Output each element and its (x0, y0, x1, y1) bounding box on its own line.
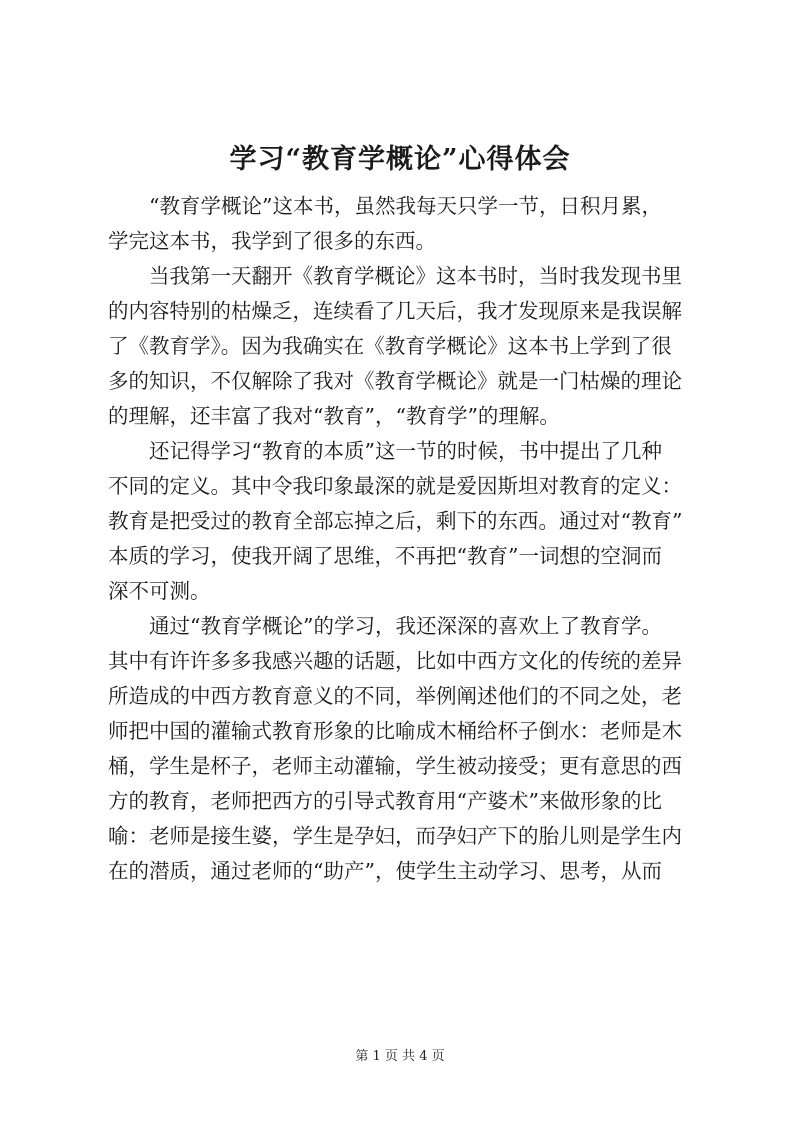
paragraph-line: 学完这本书，我学到了很多的东西。 (108, 229, 436, 253)
paragraph-line: 不同的定义。其中令我印象最深的就是爱因斯坦对教育的定义： (108, 474, 682, 498)
paragraph-2 (108, 259, 708, 434)
paragraph-1 (108, 189, 708, 259)
paragraph-line: 深不可测。 (108, 579, 211, 603)
paragraph-line: 还记得学习“教育的本质”这一节的时候，书中提出了几种 (149, 439, 662, 463)
paragraph-line: 了《教育学》。因为我确实在《教育学概论》这本书上学到了很 (108, 334, 672, 358)
paragraph-line: 在的潜质，通过老师的“助产”，使学生主动学习、思考，从而 (108, 859, 662, 883)
paragraph-line: 当我第一天翻开《教育学概论》这本书时，当时我发现书里 (149, 264, 682, 288)
paragraph-line: 本质的学习，使我开阔了思维，不再把“教育”一词想的空洞而 (108, 544, 662, 568)
document-title: 学习“教育学概论”心得体会 (229, 144, 571, 175)
paragraph-line: 的内容特别的枯燥乏，连续看了几天后，我才发现原来是我误解 (108, 299, 682, 323)
paragraph-line: 通过“教育学概论”的学习，我还深深的喜欢上了教育学。 (149, 614, 662, 638)
page-footer: 第 1 页 共 4 页 (355, 1049, 445, 1064)
paragraph-line: 方的教育，老师把西方的引导式教育用“产婆术”来做形象的比 (108, 789, 662, 813)
document-body (108, 189, 708, 889)
paragraph-4 (108, 609, 708, 889)
paragraph-line: 桶，学生是杯子，老师主动灌输，学生被动接受；更有意思的西 (108, 754, 682, 778)
paragraph-3 (108, 434, 708, 609)
paragraph-line: “教育学概论”这本书，虽然我每天只学一节，日积月累， (149, 194, 662, 218)
paragraph-line: 教育是把受过的教育全部忘掉之后，剩下的东西。通过对“教育” (108, 509, 683, 533)
paragraph-line: 师把中国的灌输式教育形象的比喻成木桶给杯子倒水：老师是木 (108, 719, 682, 743)
paragraph-line: 所造成的中西方教育意义的不同，举例阐述他们的不同之处，老 (108, 684, 682, 708)
paragraph-line: 其中有许许多多我感兴趣的话题，比如中西方文化的传统的差异 (108, 649, 682, 673)
paragraph-line: 多的知识，不仅解除了我对《教育学概论》就是一门枯燥的理论 (108, 369, 682, 393)
paragraph-line: 的理解，还丰富了我对“教育”，“教育学”的理解。 (108, 404, 560, 428)
paragraph-line: 喻：老师是接生婆，学生是孕妇，而孕妇产下的胎儿则是学生内 (108, 824, 682, 848)
